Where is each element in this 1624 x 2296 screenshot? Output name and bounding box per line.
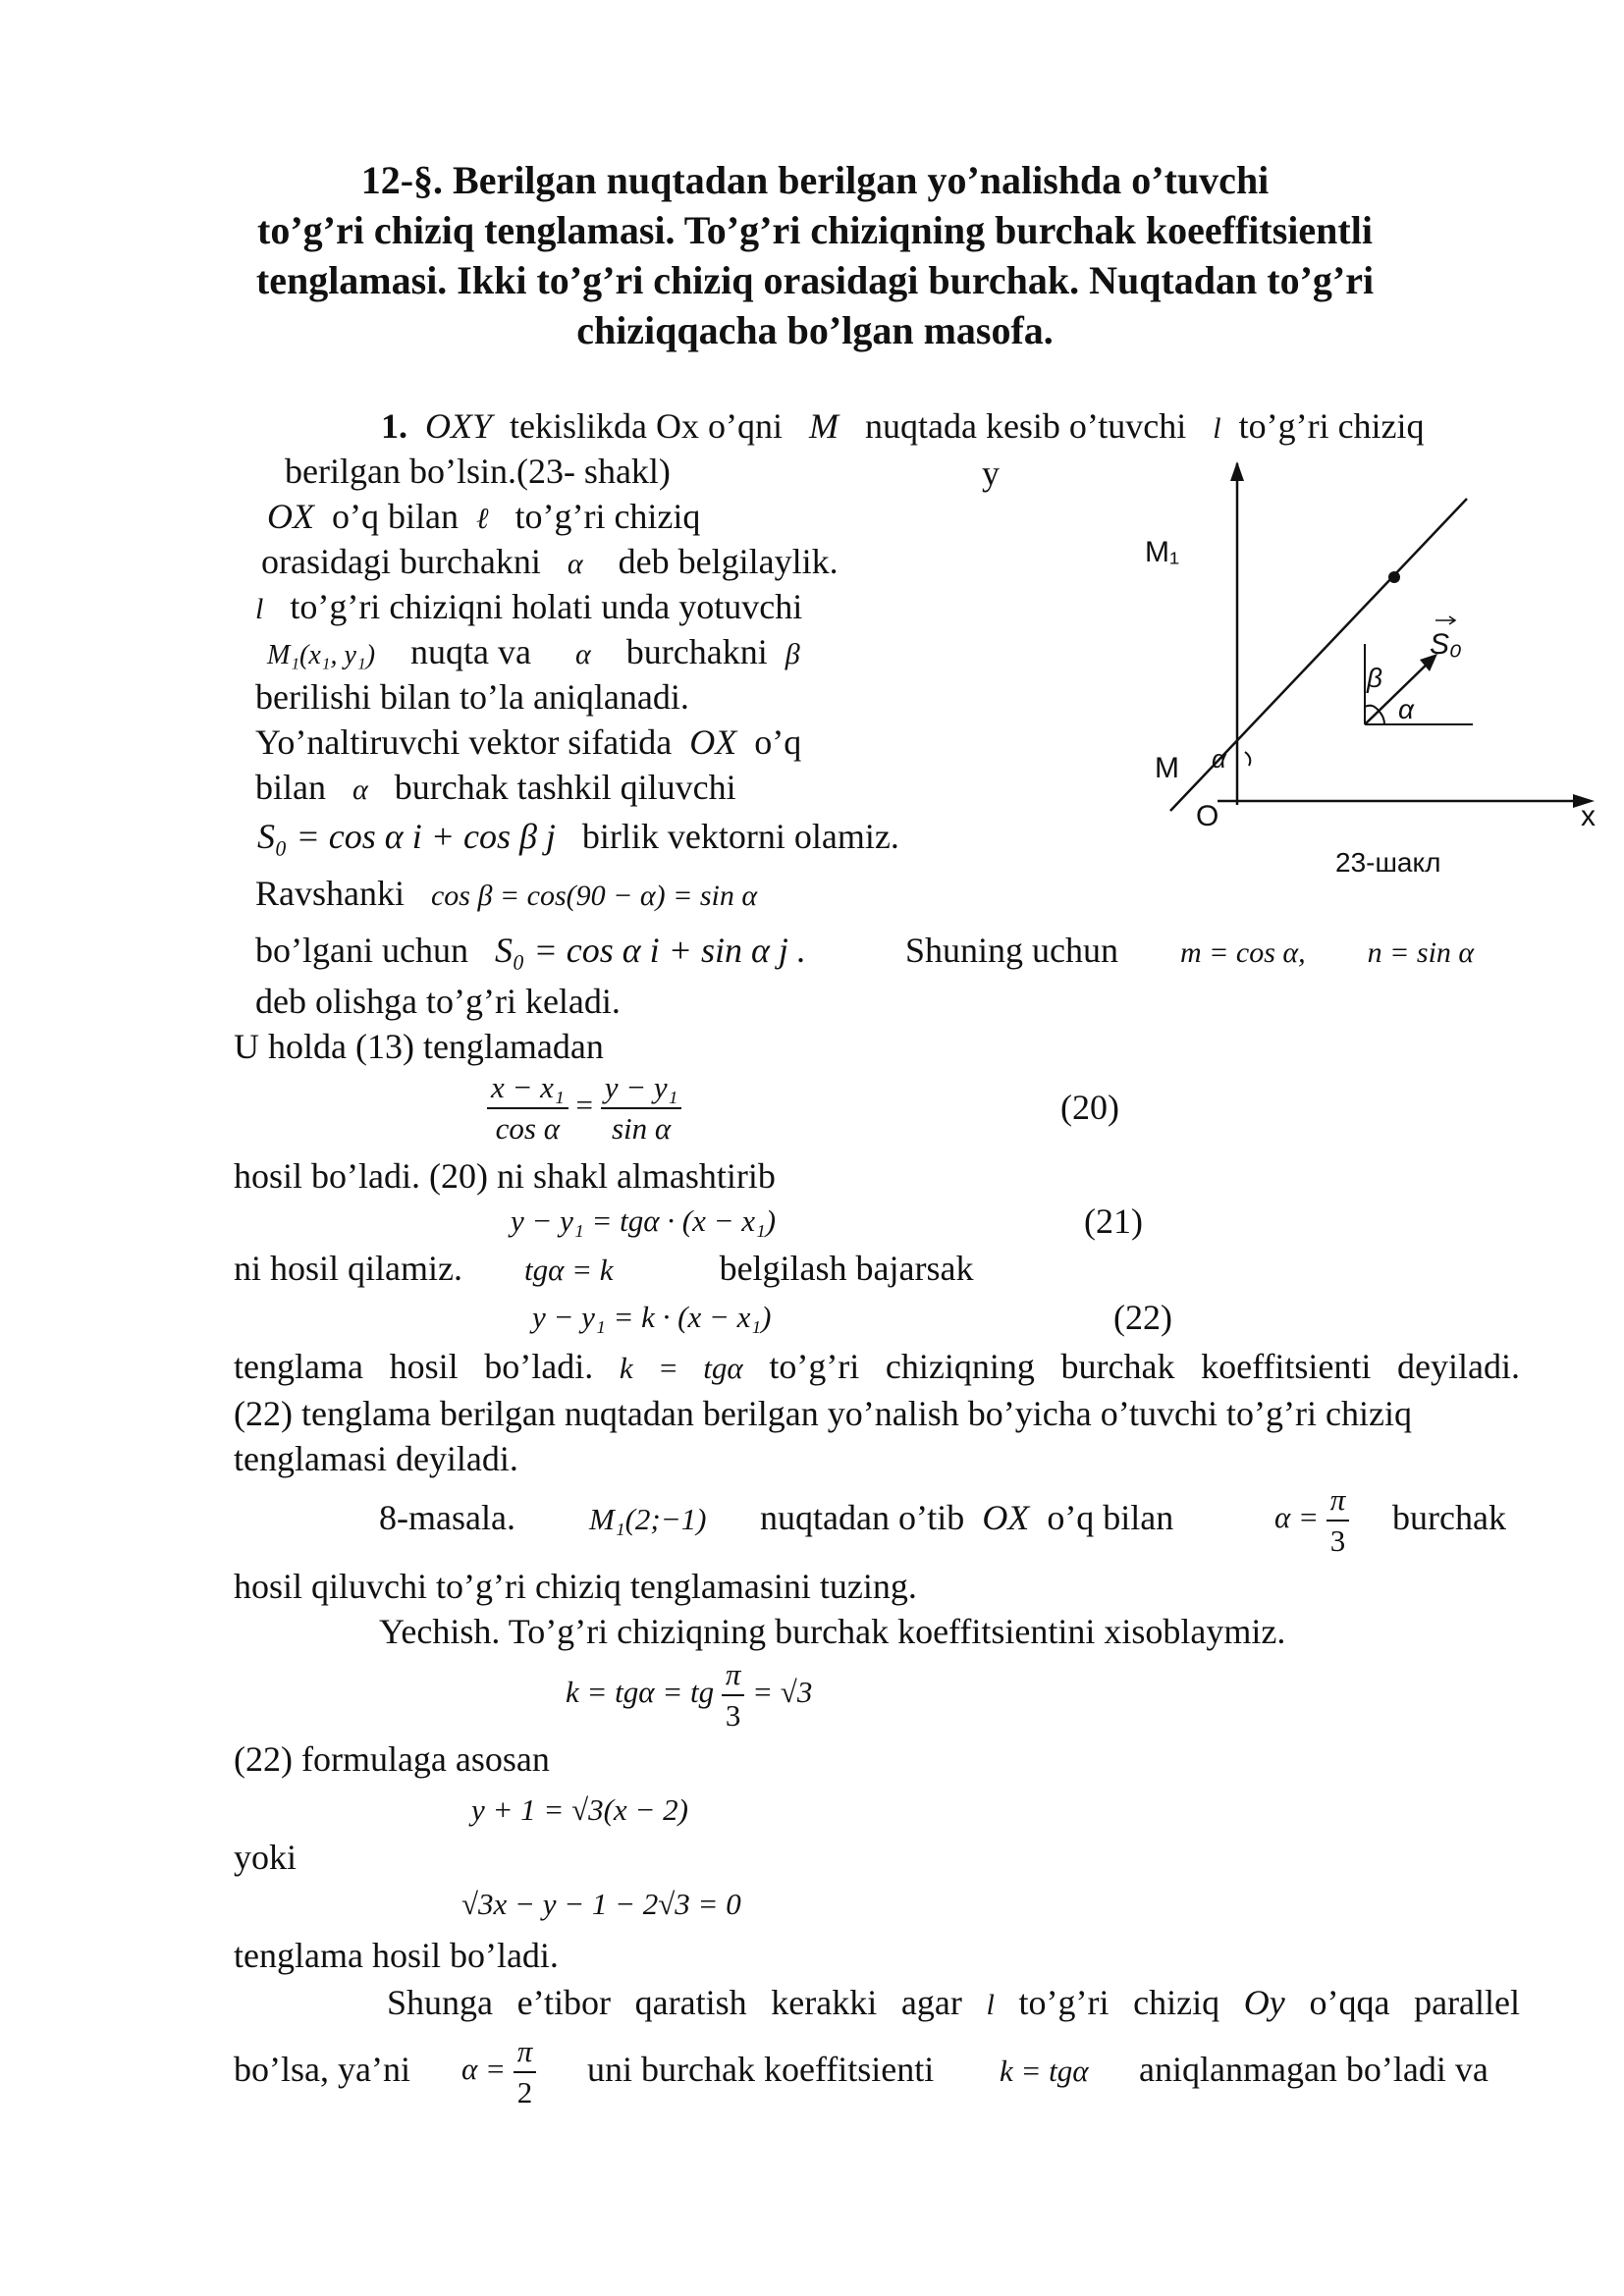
text: tekislikda Ox o’qni [510, 406, 783, 446]
item-number: 1. [381, 406, 407, 446]
vector-s0-label: S₀ [1430, 628, 1462, 661]
equation-22: y − y₁ = k · (x − x₁) [532, 1300, 772, 1334]
math-m-eq: m = cos α, [1180, 936, 1306, 969]
math-beta: β [785, 638, 800, 670]
text: to’g’ri chiziq [1018, 1983, 1220, 2022]
equation-21: y − y₁ = tgα · (x − x₁) [511, 1203, 777, 1238]
paragraph-1-line-11 [255, 872, 757, 918]
problem-8-label: 8-masala. [379, 1498, 515, 1537]
paragraph-22-line-1 [234, 1345, 1520, 1390]
last-alpha-eq [461, 2032, 536, 2112]
math-point: M₁(2;−1) [589, 1502, 707, 1536]
math-unit-vector-eq: S₀ = cos α i + cos β j [257, 817, 556, 856]
point-m1-label: M₁ [1145, 536, 1180, 568]
math-alpha: α [567, 548, 583, 580]
last-paragraph-line-2-b: uni burchak koeffitsienti [587, 2050, 935, 2089]
problem-8-alpha-eq [1274, 1480, 1349, 1561]
text: o’q [754, 722, 802, 762]
paragraph-1-line-8 [255, 721, 801, 764]
text: to’g’ri chiziq [1238, 406, 1425, 446]
title-line-3: tenglamasi. Ikki to’g’ri chiziq orasidagi burchak. Nuqtadan to’g’ri [255, 258, 1375, 302]
formula-basis-line: (22) formulaga asosan [234, 1739, 550, 1779]
fraction-numerator: π [514, 2032, 537, 2073]
text: deb belgilaylik. [618, 542, 839, 581]
paragraph-1-line-5 [255, 585, 802, 631]
last-paragraph-line-1 [387, 1981, 1520, 2027]
problem-8-text-a [760, 1496, 1173, 1539]
origin-label: O [1196, 800, 1219, 832]
math-oxy: OXY [425, 406, 493, 446]
fraction-denominator: 2 [516, 2075, 533, 2109]
angle-alpha-label-vector: α [1398, 694, 1414, 724]
equals-sign: = [575, 1088, 593, 1123]
math-k-lhs: k = tgα = tg [566, 1675, 715, 1710]
fraction-numerator: x − x₁ [487, 1068, 568, 1109]
text: o’q bilan [332, 497, 459, 536]
equation-22-label: (22) [1113, 1298, 1172, 1337]
title-line-1: 12-§. Berilgan nuqtadan berilgan yo’nalishda o’tuvchi [360, 158, 1270, 202]
paragraph-1-line-9 [255, 766, 736, 812]
math-n-eq: n = sin α [1367, 936, 1475, 969]
paragraph-1-line-1 [381, 404, 1425, 451]
figure-y-label-text: y [982, 454, 1000, 493]
fraction-denominator: 3 [1329, 1523, 1346, 1558]
text: ni hosil qilamiz. [234, 1249, 462, 1288]
angle-alpha-arc [1245, 752, 1250, 766]
fraction-pi-over-3 [722, 1655, 745, 1735]
text: Shunga e’tibor qaratish kerakki agar [387, 1983, 962, 2022]
figure-caption: 23-шакл [1335, 847, 1441, 878]
angle-beta-arc [1365, 706, 1379, 711]
text: Ravshanki [255, 874, 405, 913]
math-ox: OX [267, 497, 314, 536]
problem-8-line-2: hosil qiluvchi to’g’ri chiziq tenglamasini tuzing. [234, 1567, 917, 1606]
math-alpha: α [575, 638, 591, 670]
math-k-eq: k = tgα [1000, 2054, 1089, 2088]
math-ox: OX [689, 722, 737, 762]
text: Yo’naltiruvchi vektor sifatida [255, 722, 673, 762]
text: tenglama hosil bo’ladi. [234, 1347, 594, 1386]
text: nuqtadan o’tib [760, 1498, 965, 1537]
math-alpha-lhs: α = [1274, 1500, 1319, 1535]
text: orasidagi burchakni [261, 542, 541, 581]
paragraph-1-line-7: berilishi bilan to’la aniqlanadi. [255, 677, 689, 717]
angle-beta-label: β [1367, 663, 1382, 693]
point-m-label: M [1155, 752, 1179, 784]
solution-line: Yechish. To’g’ri chiziqning burchak koeffitsientini xisoblaymiz. [379, 1612, 1286, 1651]
math-m1-point: M₁(x₁, y₁) [267, 640, 376, 670]
line-after-21 [234, 1247, 973, 1292]
problem-8-point [589, 1498, 707, 1541]
paragraph-1-line-13: deb olishga to’g’ri keladi. [255, 982, 621, 1021]
text: Shuning uchun [905, 931, 1119, 970]
math-l: l [1213, 412, 1221, 445]
text: to’g’ri chiziqning burchak koeffitsienti deyiladi. [769, 1347, 1521, 1386]
text: burchak tashkil qiluvchi [394, 768, 736, 807]
fraction-pi-over-2 [514, 2032, 537, 2112]
paragraph-1-line-6 [267, 630, 800, 677]
math-ell: ℓ [475, 503, 489, 535]
problem-8-text-c: burchak [1392, 1498, 1506, 1537]
fraction-numerator: y − y₁ [601, 1068, 682, 1109]
paragraph-1-line-12-right [905, 929, 1474, 975]
figure-23 [1100, 452, 1610, 883]
math-cos-beta-eq: cos β = cos(90 − α) = sin α [430, 880, 758, 912]
fraction-right [601, 1068, 682, 1148]
fraction-numerator: π [722, 1655, 745, 1696]
equation-21-label: (21) [1084, 1201, 1143, 1241]
result-line: tenglama hosil bo’ladi. [234, 1936, 559, 1975]
last-paragraph-line-2-a: bo’lsa, ya’ni [234, 2050, 410, 2089]
fraction-numerator: π [1326, 1480, 1350, 1522]
math-s0-sin-eq: S₀ = cos α i + sin α j . [494, 931, 806, 970]
paragraph-22-line-3: tenglamasi deyiladi. [234, 1439, 518, 1478]
text: o’qqa parallel [1309, 1983, 1521, 2022]
point-m1 [1388, 571, 1400, 583]
fraction-denominator: 3 [725, 1698, 741, 1733]
fraction-pi-over-3 [1326, 1480, 1350, 1561]
fraction-denominator: cos α [495, 1111, 561, 1146]
text: nuqta va [410, 632, 531, 671]
last-paragraph-line-2-c: aniqlanmagan bo’ladi va [1139, 2050, 1489, 2089]
text: burchakni [625, 632, 768, 671]
title-line-2: to’g’ri chiziq tenglamasi. To’g’ri chiziqning burchak koeeffitsientli [257, 208, 1373, 252]
math-m: M [808, 406, 839, 446]
line-equation-a: y + 1 = √3(x − 2) [471, 1792, 688, 1827]
math-alpha: α [352, 774, 368, 806]
fraction-denominator: sin α [611, 1111, 672, 1146]
text: belgilash bajarsak [719, 1249, 974, 1288]
text: birlik vektorni olamiz. [581, 817, 899, 856]
paragraph-1-line-14: U holda (13) tenglamadan [234, 1027, 604, 1066]
slope-equation [566, 1655, 812, 1735]
text: to’g’ri chiziqni holati unda yotuvchi [290, 587, 803, 626]
text: to’g’ri chiziq [514, 497, 701, 536]
paragraph-1-line-10 [257, 815, 899, 858]
math-ox: OX [982, 1498, 1030, 1537]
paragraph-1-line-2: berilgan bo’lsin.(23- shakl) [285, 452, 671, 491]
or-word: yoki [234, 1838, 298, 1877]
math-k-eq: k = tgα [619, 1351, 743, 1385]
math-oy: Oy [1243, 1983, 1285, 2022]
title-line-4: chiziqqacha bo’lgan masofa. [576, 308, 1054, 352]
math-alpha-lhs: α = [461, 2052, 506, 2087]
equation-20-label: (20) [1060, 1088, 1119, 1127]
paragraph-1-line-4 [261, 540, 839, 586]
equation-20 [487, 1068, 681, 1148]
angle-alpha-label-m: α [1212, 744, 1226, 774]
text: nuqtada kesib o’tuvchi [864, 406, 1187, 446]
text: o’q bilan [1047, 1498, 1174, 1537]
text: bo’lgani uchun [255, 931, 468, 970]
text: bilan [255, 768, 326, 807]
math-l: l [986, 1989, 995, 2021]
x-axis-label: x [1581, 800, 1596, 832]
paragraph-1-line-3 [267, 495, 700, 541]
vector-s0-overarrow-icon [1435, 616, 1455, 624]
math-tg-eq: tgα = k [523, 1253, 614, 1287]
math-k-rhs: = √3 [752, 1675, 813, 1710]
y-axis-arrow-icon [1230, 461, 1244, 481]
section-title [196, 155, 1434, 355]
math-l: l [255, 593, 264, 625]
paragraph-1-line-12 [255, 929, 806, 972]
after-eq20-line: hosil bo’ladi. (20) ni shakl almashtirib [234, 1156, 776, 1196]
line-equation-b: √3x − y − 1 − 2√3 = 0 [461, 1887, 741, 1921]
angle-alpha-arc-vector [1379, 711, 1384, 724]
paragraph-22-line-2: (22) tenglama berilgan nuqtadan berilgan yo’nalish bo’yicha o’tuvchi to’g’ri chiziq [234, 1394, 1412, 1433]
last-k-eq [1000, 2050, 1089, 2093]
fraction-left [487, 1068, 568, 1148]
